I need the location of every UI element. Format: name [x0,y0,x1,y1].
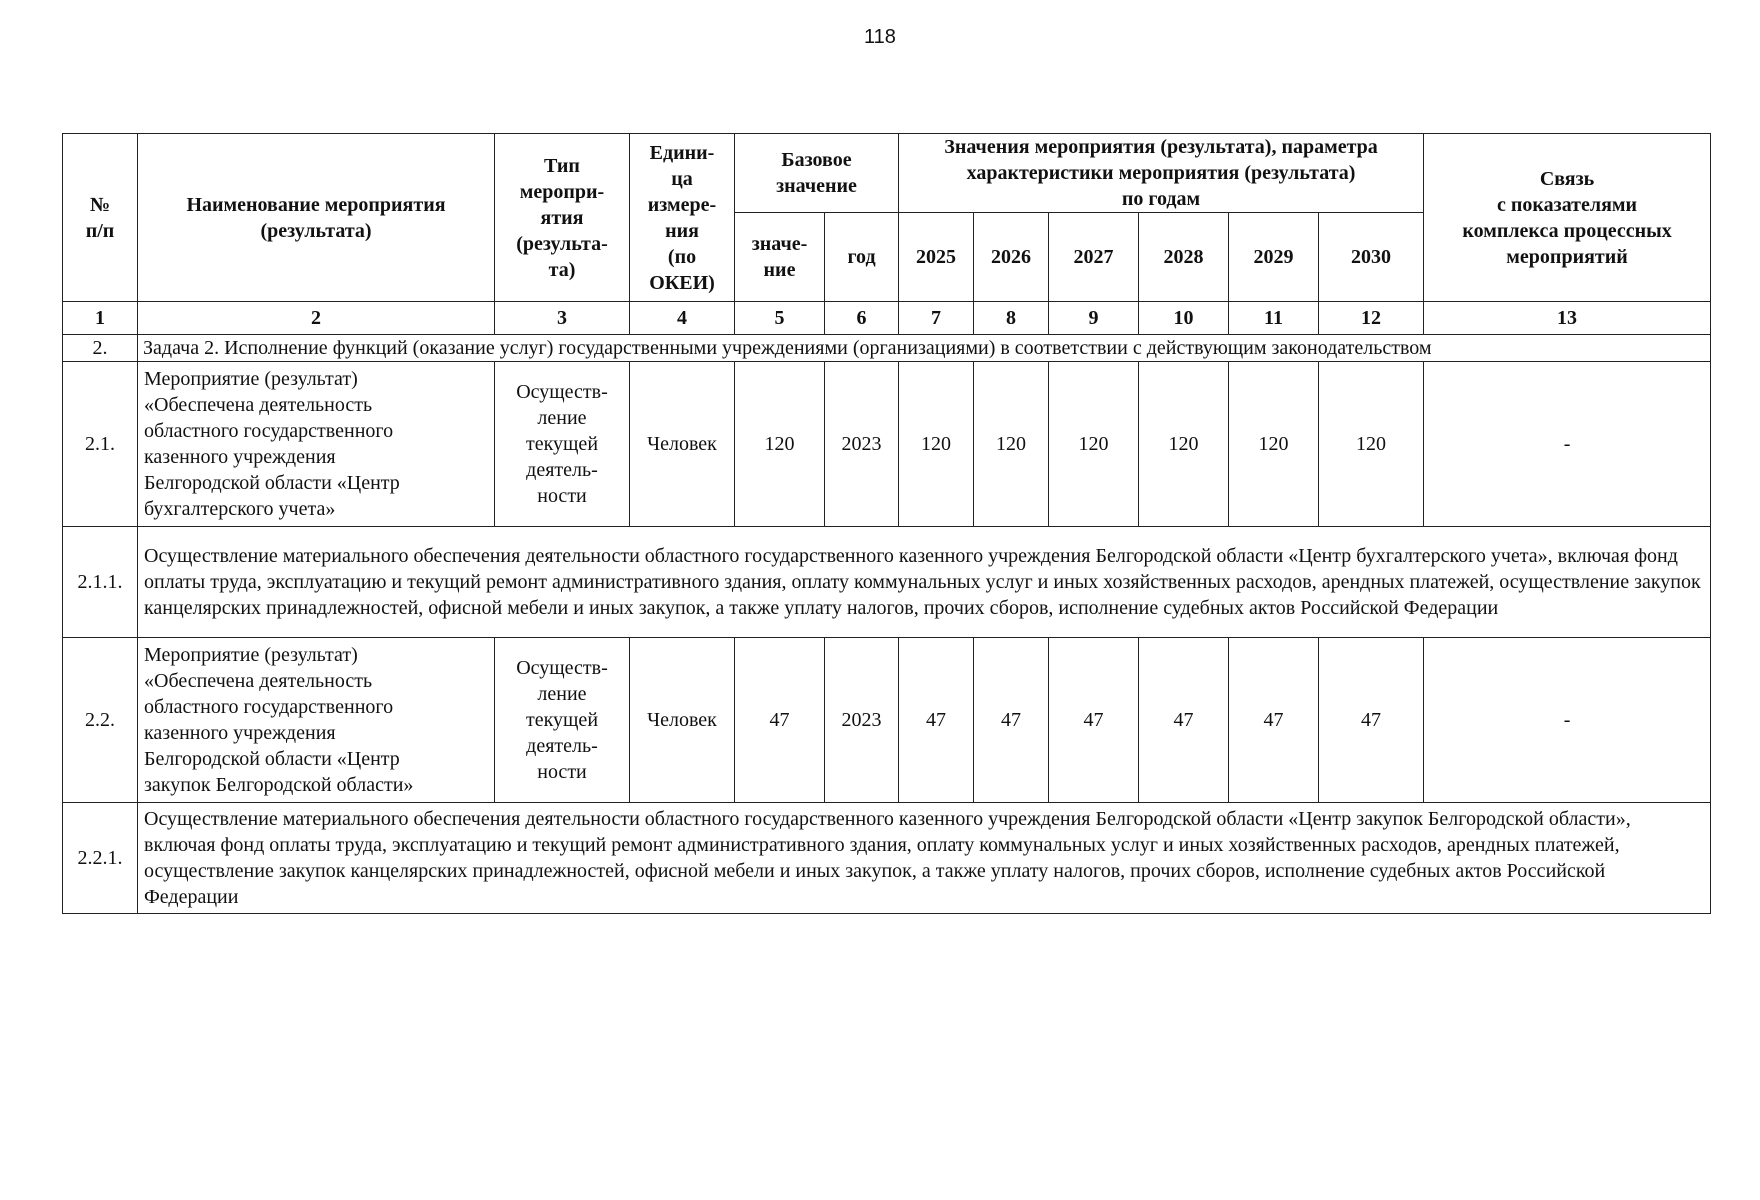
row-num: 2.1. [63,362,138,527]
task-num: 2. [63,335,138,362]
detail-row [63,527,1711,638]
header-year: 2026 [974,213,1049,302]
row-value: 47 [1049,638,1139,803]
row-base-value: 120 [735,362,825,527]
column-number: 10 [1139,302,1229,335]
header-year: 2025 [899,213,974,302]
column-number: 13 [1424,302,1711,335]
row-base-value: 47 [735,638,825,803]
row-value: 120 [974,362,1049,527]
row-link: - [1424,638,1711,803]
column-number: 11 [1229,302,1319,335]
header-base: Базовое значение [735,134,899,213]
detail-text: Осуществление материального обеспечения деятельности областного государственного казенного учреждения Белгородской области «Центр бухгалтерского учета», включая фонд оплаты труда, эксплуатацию и текущий ремонт административного здания, оплату коммунальных услуг и иных хозяйственных расходов, арендных платежей, осуществление закупок канцелярских принадлежностей, офисной мебели и иных закупок, а также уплату налогов, прочих сборов, исполнение судебных актов Российской Федерации [138,527,1711,638]
header-name: Наименование мероприятия (результата) [138,134,495,302]
row-base-year: 2023 [825,638,899,803]
row-type: Осуществ- ление текущей деятель- ности [495,638,630,803]
row-base-year: 2023 [825,362,899,527]
detail-row [63,803,1711,914]
header-year: 2029 [1229,213,1319,302]
column-number: 3 [495,302,630,335]
row-value: 47 [974,638,1049,803]
column-number: 9 [1049,302,1139,335]
row-value: 47 [1139,638,1229,803]
table-row [63,638,1711,803]
column-number: 4 [630,302,735,335]
table-row [63,362,1711,527]
header-num: № п/п [63,134,138,302]
row-type: Осуществ- ление текущей деятель- ности [495,362,630,527]
row-num: 2.2. [63,638,138,803]
row-value: 120 [899,362,974,527]
detail-text: Осуществление материального обеспечения деятельности областного государственного казенного учреждения Белгородской области «Центр закупок Белгородской области», включая фонд оплаты труда, эксплуатацию и текущий ремонт административного здания, оплату коммунальных услуг и иных хозяйственных расходов, арендных платежей, осуществление закупок канцелярских принадлежностей, офисной мебели и иных закупок, а также уплату налогов, прочих сборов, исполнение судебных актов Российской Федерации [138,803,1711,914]
header-year: 2028 [1139,213,1229,302]
header-base-value: значе- ние [735,213,825,302]
row-value: 47 [899,638,974,803]
header-values-by-year: Значения мероприятия (результата), параметра характеристики мероприятия (результата) по годам [899,134,1424,213]
row-value: 120 [1319,362,1424,527]
page-number: 118 [864,26,896,48]
row-value: 120 [1229,362,1319,527]
activities-table [62,133,1711,914]
column-number: 6 [825,302,899,335]
header-unit: Едини- ца измере- ния (по ОКЕИ) [630,134,735,302]
header-base-year: год [825,213,899,302]
column-number: 8 [974,302,1049,335]
column-number: 7 [899,302,974,335]
row-name: Мероприятие (результат) «Обеспечена деятельность областного государственного казенного учреждения Белгородской области «Центр бухгалтерского учета» [138,362,495,527]
header-year: 2027 [1049,213,1139,302]
header-year: 2030 [1319,213,1424,302]
row-value: 120 [1049,362,1139,527]
row-name: Мероприятие (результат) «Обеспечена деятельность областного государственного казенного учреждения Белгородской области «Центр закупок Белгородской области» [138,638,495,803]
header-type: Тип меропри- ятия (результа- та) [495,134,630,302]
column-number: 5 [735,302,825,335]
detail-num: 2.2.1. [63,803,138,914]
task-text: Задача 2. Исполнение функций (оказание услуг) государственными учреждениями (организациями) в соответствии с действующим законодательством [138,335,1711,362]
task-row [63,335,1711,362]
row-value: 47 [1319,638,1424,803]
column-number: 12 [1319,302,1424,335]
header-link: Связь с показателями комплекса процессных мероприятий [1424,134,1711,302]
detail-num: 2.1.1. [63,527,138,638]
column-number: 2 [138,302,495,335]
column-number: 1 [63,302,138,335]
row-link: - [1424,362,1711,527]
row-value: 47 [1229,638,1319,803]
row-unit: Человек [630,638,735,803]
row-unit: Человек [630,362,735,527]
row-value: 120 [1139,362,1229,527]
